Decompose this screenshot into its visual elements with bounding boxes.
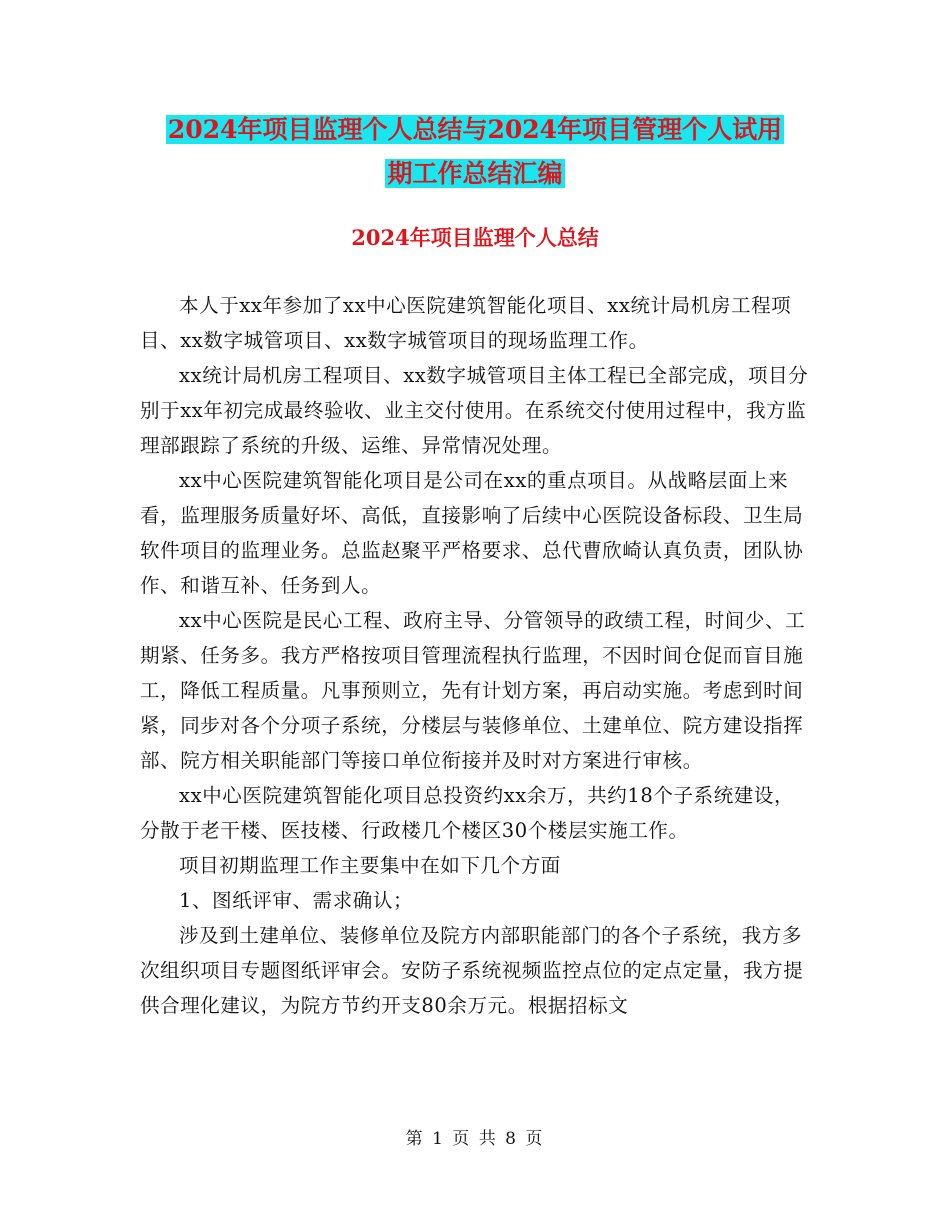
document-title-line-1 <box>140 108 810 152</box>
paragraph: 项目初期监理工作主要集中在如下几个方面 <box>179 854 561 877</box>
title-highlight: 2024年项目监理个人总结与2024年项目管理个人试用 <box>167 115 783 144</box>
paragraph: xx中心医院建筑智能化项目总投资约xx余万，共约18个子系统建设，分散于老干楼、医技楼、行政楼几个楼区30个楼层实施工作。 <box>140 784 795 842</box>
paragraph: 1、图纸评审、需求确认； <box>179 889 414 912</box>
paragraph: xx统计局机房工程项目、xx数字城管项目主体工程已全部完成，项目分别于xx年初完成最终验收、业主交付使用。在系统交付使用过程中，我方监理部跟踪了系统的升级、运维、异常情况处理。 <box>140 364 809 457</box>
document-title-line-2 <box>140 152 810 196</box>
document-body <box>140 288 810 1023</box>
paragraph: 涉及到土建单位、装修单位及院方内部职能部门的各个子系统，我方多次组织项目专题图纸评审会。安防子系统视频监控点位的定点定量，我方提供合理化建议，为院方节约开支80余万元。根据招标文 <box>140 924 804 1017</box>
section-title: 2024年项目监理个人总结 <box>351 225 599 250</box>
title-highlight: 期工作总结汇编 <box>387 159 563 188</box>
page-number-footer: 第 1 页 共 8 页 <box>405 1129 545 1149</box>
paragraph: xx中心医院是民心工程、政府主导、分管领导的政绩工程，时间少、工期紧、任务多。我方严格按项目管理流程执行监理，不因时间仓促而盲目施工，降低工程质量。凡事预则立，先有计划方案，再启动实施。考虑到时间紧，同步对各个分项子系统，分楼层与装修单位、土建单位、院方建设指挥部、院方相关职能部门等接口单位衔接并及时对方案进行审核。 <box>140 609 806 772</box>
paragraph: 本人于xx年参加了xx中心医院建筑智能化项目、xx统计局机房工程项目、xx数字城管项目、xx数字城管项目的现场监理工作。 <box>140 294 792 352</box>
paragraph: xx中心医院建筑智能化项目是公司在xx的重点项目。从战略层面上来看，监理服务质量好坏、高低，直接影响了后续中心医院设备标段、卫生局软件项目的监理业务。总监赵聚平严格要求、总代曹欣崎认真负责，团队协作、和谐互补、任务到人。 <box>140 469 804 597</box>
